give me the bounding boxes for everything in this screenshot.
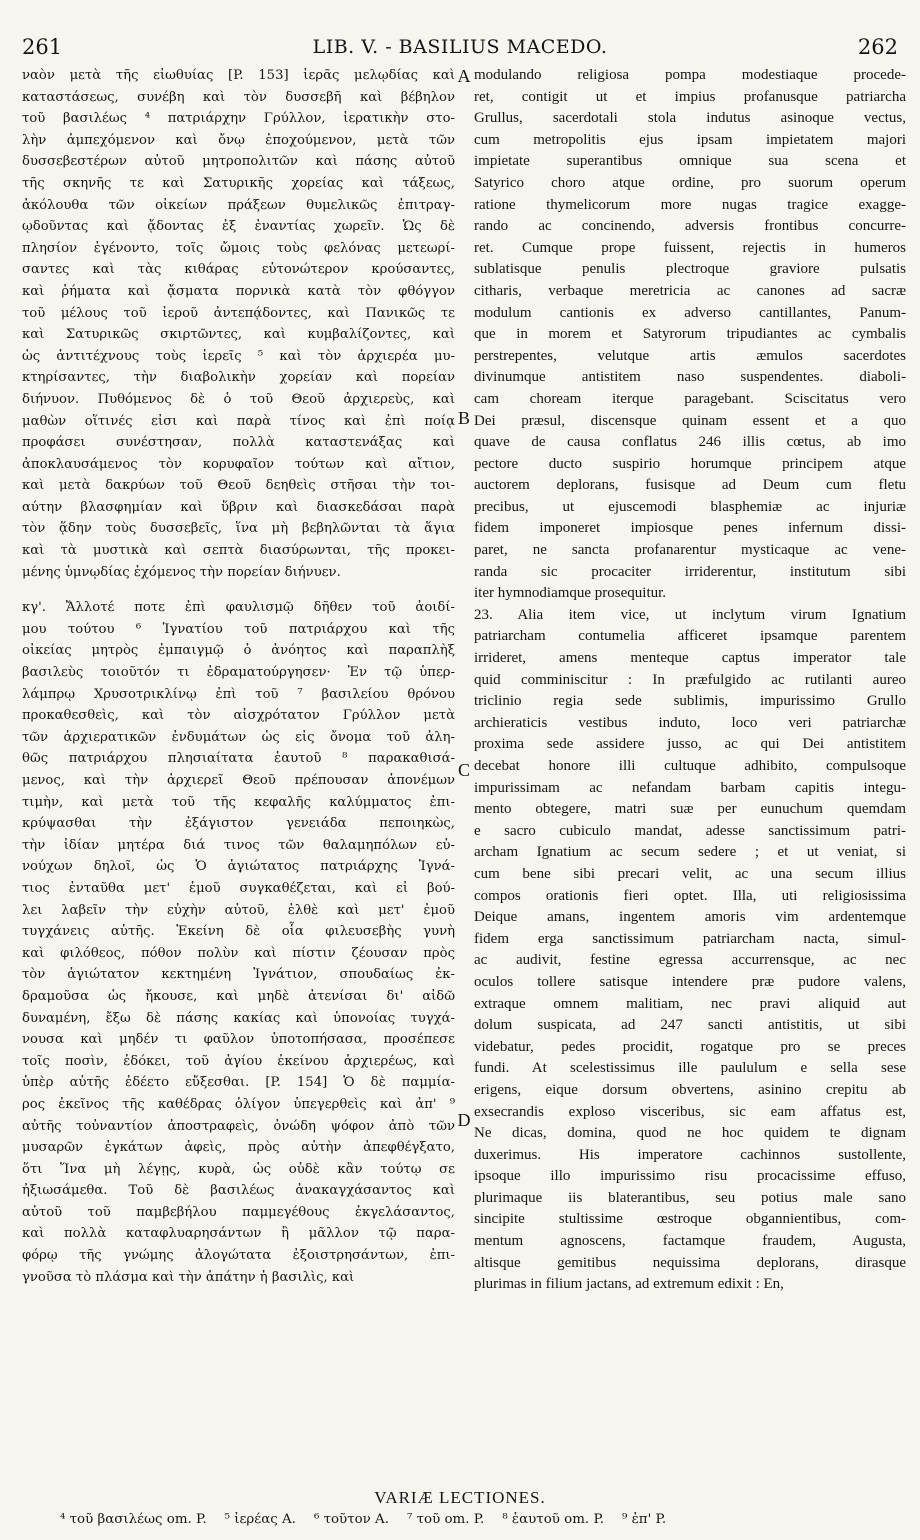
greek-text-line: λὴν ἀμπεχόμενον καὶ ὄνῳ ἐποχούμενον, μετὰ τῶν (22, 132, 455, 148)
greek-text-line: καὶ ῥήματα καὶ ᾄσματα πορνικὰ κατὰ τὸν φθόγγον (22, 283, 455, 299)
latin-text-line: paret, ne sancta profanarentur mysticaque ac vene- (474, 542, 906, 559)
latin-text-line: ret, contigit ut et impius profanusque patriarcha (474, 88, 906, 105)
greek-text-line: νουσα καὶ μηδέν τι φαῦλον ὑποτοπήσασα, προσέπεσε (22, 1032, 455, 1048)
margin-marker-c: C (457, 760, 470, 780)
latin-text-line: archam Ignatium ac secum sedere ; et ut veniat, si (474, 844, 906, 861)
latin-text-line: extraque omnem malitiam, nec pravi aliquid aut (474, 995, 906, 1012)
margin-marker-b: B (457, 408, 470, 428)
greek-text-line: σαντες καὶ τὰς κιθάρας εὐτονώτερον κρούσαντες, (22, 262, 455, 278)
greek-paragraph-1 (22, 65, 455, 583)
latin-text-line: archieraticis vestibus induto, loco veri patriarchæ (474, 714, 906, 731)
latin-text-line: pectore ducto suspirio horumque principem atque (474, 455, 906, 472)
greek-text-line: διήνυον. Πυθόμενος δὲ ὁ τοῦ Θεοῦ ἀρχιερεὺς, καὶ (22, 391, 455, 407)
latin-text-line: dolum suspicata, ad 247 sancti antistitis, ut sibi (474, 1017, 906, 1034)
latin-text-line: cum metropolitis ejus ipsam impietatem majori (474, 131, 906, 148)
greek-text-line: αύτην βλασφημίαν καὶ ὕβριν καὶ διασκεδάσαι παρὰ (22, 499, 455, 515)
latin-text-line: oculos tollere satisque intendere præ pudore valens, (474, 973, 906, 990)
latin-text-line: ret. Cumque prope fuissent, rejectis in humeros (474, 239, 906, 256)
latin-text-line: irrideret, amens menteque captus imperator tale (474, 650, 906, 667)
running-header (22, 30, 898, 64)
greek-text-line: πλησίον ἐγένοντο, τοῖς ὤμοις τοὺς φελόνας μετεωρί- (22, 240, 455, 256)
right-page-number: 262 (857, 35, 898, 59)
latin-text-line: plurimas in filium jactans, ad extremum edixit : En, (474, 1276, 784, 1293)
greek-text-line: κρύψασθαι τὴν ἐξάγιστον γενειάδα πεποιηκὼς, (22, 816, 455, 832)
latin-text-line: erigens, eique dorsum obvertens, asinino crepitu ab (474, 1081, 906, 1098)
latin-paragraph-2 (474, 605, 906, 1296)
greek-text-line: λάμπρῳ Χρυσοτρικλίνῳ ἐπὶ τοῦ ⁷ βασιλείου θρόνου (22, 686, 455, 702)
greek-text-line: οἰκείας μητρὸς ἐμπαιγμῷ ὁ ἀνόητος καὶ παραπλὴξ (22, 643, 455, 659)
greek-paragraph-2 (22, 597, 455, 1288)
greek-text-line: τοῖς ποσὶν, ἐδόκει, τοῦ ἁγίου ἐκείνου ἀρχιερέως, καὶ (22, 1053, 455, 1069)
greek-text-line: προκαθεσθεὶς, καὶ τὸν αἰσχρότατον Γρύλλον μετὰ (22, 708, 455, 724)
latin-text-line: cam choream iterque paragebant. Sciscitatus vero (474, 390, 906, 407)
greek-text-line: βασιλεὺς τοιοῦτόν τι ἐδραματούργησεν· Ἐν τῷ ὑπερ- (22, 665, 455, 681)
greek-text-line: τὸν ᾅδην τοὺς δυσσεβεῖς, ἵνα μὴ βεβηλῶνται τὰ ἅγια (22, 521, 455, 537)
latin-text-line: que in morem et Satyrorum tripudiantes ac cymbalis (474, 326, 906, 343)
greek-text-line: κγ'. Ἄλλοτέ ποτε ἐπὶ φαυλισμῷ δῆθεν τοῦ ἀοιδί- (22, 600, 455, 616)
latin-text-line: patriarcham contumelia afficeret ipsamque parentem (474, 628, 906, 645)
greek-text-line: τοῦ μέλους τοῦ ἱεροῦ ἀντεπᾴδοντες, καὶ Πανικῶς τε (22, 305, 455, 321)
running-title: LIB. V. - BASILIUS MACEDO. (312, 36, 608, 58)
greek-text-line: τοῦ βασιλέως ⁴ πατριάρχην Γρύλλον, ἱερατικὴν στο- (22, 111, 455, 127)
greek-text-line: νούχων δηλοῖ, ὡς Ὁ ἁγιώτατος πατριάρχης Ἰγνά- (22, 859, 455, 875)
latin-text-line: rando ac concinendo, adversis frontibus concurre- (474, 218, 906, 235)
greek-text-line: τιος ἐνταῦθα μετ' ἐμοῦ συγκαθέζεται, καὶ εἰ βού- (22, 880, 455, 896)
latin-text-line: quid comminiscitur : In præfulgido ac rutilanti aureo (474, 671, 906, 688)
greek-text-line: καὶ πολλὰ καταφλυαρησάντων ἢ μᾶλλον τῷ παρα- (22, 1226, 455, 1242)
latin-column (474, 65, 906, 1296)
latin-text-line: cum bene sibi precari velit, ac una secum illius (474, 865, 906, 882)
greek-text-line: μενος, καὶ τὴν ἀρχιερεῖ Θεοῦ πρέπουσαν ἀπονέμων (22, 773, 455, 788)
greek-text-line: τυγχάνεις αὐτῆς. Ἐκείνη δὲ οἷα φιλευσεβὴς γυνὴ (22, 924, 455, 940)
latin-text-line: exsecrandis exploso visceribus, sic eam affatus est, (474, 1103, 906, 1120)
latin-text-line: Dei præsul, discensque quinam essent et a quo (474, 412, 906, 429)
greek-text-line: μαθὼν οἵτινές εἰσι καὶ παρὰ τίνος καὶ ἐπὶ ποίᾳ (22, 413, 455, 429)
greek-text-line: αὐτοῦ τοῦ παμβεβήλου παμμεγέθους ἐκγελάσαντος, (22, 1204, 455, 1220)
greek-text-line: τιμὴν, καὶ μετὰ τοῦ τῆς κεφαλῆς καλύμματος ἐπι- (22, 794, 455, 810)
latin-text-line: impietate superantibus omnique sua scena et (474, 153, 906, 170)
latin-text-line: decebat honore illi cultuque adhibito, compulsoque (474, 758, 906, 774)
latin-text-line: fidem erga sanctissimum patriarcham nacta, simul- (474, 930, 906, 947)
greek-text-line: ὡς ἀντιτέχνους τοὺς ἱερεῖς ⁵ καὶ τὸν ἀρχιερέα μυ- (22, 348, 455, 364)
greek-text-line: δραμοῦσα ὡς ἤκουσε, καὶ μηδὲ ἀτενίσαι δι' αἰδῶ (22, 988, 455, 1004)
variant-reading: ⁹ ἐπ' P. (622, 1512, 667, 1527)
greek-text-line: τῶν ἀρχιερατικῶν ἐνδυμάτων ὡς εἰς ὄνομα τοῦ ἀλη- (22, 729, 455, 745)
greek-text-line: ἀποκλαυσάμενος τὸν κορυφαῖον τούτων καὶ αἴτιον, (22, 456, 455, 472)
latin-text-line: triclinio regia sede sublimis, impurissimo Grullo (474, 693, 906, 710)
latin-text-line: fidem imponeret impiosque penes infernum dissi- (474, 520, 906, 537)
latin-text-line: e sacro cubiculo mandat, adesse sanctissimum patri- (474, 822, 906, 839)
latin-text-line: fundi. At scelestissimus ille paululum e sella sese (474, 1060, 906, 1077)
greek-text-line: μυσαρῶν ἐγκάτων ἀφεὶς, πρὸς αὐτὴν ἀπεφθέγξατο, (22, 1140, 455, 1156)
greek-text-line: ὑπὲρ αὐτῆς ἐδέετο εὔξεσθαι. [P. 154] Ὁ δὲ παμμία- (22, 1075, 455, 1091)
variant-reading: ⁴ τοῦ βασιλέως om. P. (60, 1512, 207, 1527)
greek-text-line: αὐτῆς τοὐναντίον ἀποστραφεὶς, ὀνώδη ψόφον ἀπὸ τῶν (22, 1118, 455, 1134)
greek-text-line: καὶ μετὰ δακρύων τοῦ Θεοῦ δεηθεὶς στῆσαι τὴν τοι- (22, 478, 455, 494)
variae-lectiones-heading: VARIÆ LECTIONES. (374, 1488, 546, 1507)
latin-text-line: quave de causa conflatus 246 illis cœtus, ab imo (474, 434, 906, 451)
latin-text-line: proxima sede assidere jusso, ac qui Dei antistitem (474, 736, 906, 753)
greek-text-line: ῳδοῦντας καὶ ᾄδοντας ἐξ ἐναντίας χωρεῖν. Ὡς δὲ (22, 219, 455, 235)
variant-reading: ⁶ τοῦτον A. (313, 1512, 389, 1527)
variant-reading: ⁵ ἱερέας A. (224, 1512, 296, 1527)
latin-text-line: perstrepentes, velutque artis æmulos sacerdotes (474, 347, 906, 364)
variant-reading: ⁷ τοῦ om. P. (406, 1512, 485, 1527)
latin-text-line: sincipite stultissime œstroque obgannientibus, com- (474, 1211, 906, 1228)
greek-text-line: προφάσει συνέστησαν, πολλὰ καταστενάξας καὶ (22, 435, 455, 451)
latin-text-line: Ne dicas, domina, quod ne hoc quidem te dignam (474, 1125, 906, 1142)
greek-text-line: δυναμένη, ἔξω δὲ πάσης κακίας καὶ ὑπονοίας τυγχά- (22, 1010, 455, 1026)
greek-text-line: ρος ἐκεῖνος τῆς καθέδρας ὀλίγον ὑπεγερθεὶς καὶ ἀπ' ⁹ (22, 1096, 455, 1112)
greek-text-line: ὅτι Ἵνα μὴ λέγῃς, κυρὰ, ὡς οὐδὲ κἂν τούτῳ σε (22, 1161, 455, 1177)
variant-reading: ⁸ ἑαυτοῦ om. P. (502, 1512, 604, 1527)
greek-text-line: γνοῦσα τὸ πλάσμα καὶ τὴν ἀπάτην ἡ βασιλὶς, καὶ (22, 1269, 355, 1285)
greek-text-line: δυσσεβεστέρων αὐτοῦ μητροπολιτῶν καὶ πάσης αὐτοῦ (22, 154, 455, 170)
latin-text-line: duxerimus. His imperatore cachinnos sustollente, (474, 1146, 906, 1163)
greek-text-line: λει λαβεῖν τὴν εὐχὴν αὐτοῦ, ἐλθὲ καὶ μετ' ἐμοῦ (22, 902, 455, 918)
margin-marker-a: A (457, 66, 471, 86)
greek-text-line: φόρῳ τῆς γνώμης ἀλογώτατα ἐξοιστρησάντων, ἐπι- (22, 1248, 455, 1264)
latin-text-line: modulum cantionis ex adverso cantillantes, Panum- (474, 304, 906, 321)
latin-text-line: plurimaque iis blaterantibus, seu potius male sano (474, 1189, 906, 1206)
greek-text-line: θῶς πατριάρχου πλησιαίτατα ἑαυτοῦ ⁸ παρακαθισά- (22, 751, 455, 767)
greek-text-line: καὶ Σατυρικῶς σκιρτῶντες, καὶ κυμβαλίζοντες, καὶ (22, 327, 455, 343)
greek-text-line: καὶ τὰ μυστικὰ καὶ σεπτὰ διασύρωνται, τῆς προκει- (22, 543, 455, 559)
latin-text-line: 23. Alia item vice, ut inclytum virum Ignatium (474, 606, 906, 623)
latin-text-line: Satyrico choro atque ordine, pro suorum operum (474, 174, 906, 191)
greek-text-line: τὴν ἰδίαν μητέρα διά τινος τῶν θαλαμηπόλων εὐ- (22, 837, 455, 853)
latin-text-line: compos orationis fieri optet. Illa, uti religiosissima (474, 887, 906, 904)
variant-readings (60, 1512, 910, 1527)
latin-text-line: ipsoque illo impurissimo risu procacissime effuso, (474, 1168, 906, 1185)
margin-marker-d: D (457, 1110, 471, 1130)
latin-paragraph-1 (474, 65, 906, 605)
greek-text-line: καὶ φιλόθεος, πόθον πολὺν καὶ πίστιν ζέουσαν πρὸς (22, 945, 455, 961)
latin-text-line: randa sic procaciter irriderentur, institutum sibi (474, 563, 906, 580)
latin-text-line: mento obtegere, matri suæ per eunuchum quemdam (474, 801, 906, 818)
latin-text-line: citharis, verbaque meretricia ac canones ad sacræ (474, 282, 906, 299)
greek-text-line: κτηρίσαντες, τὴν διαβολικὴν χορείαν καὶ πορείαν (22, 370, 455, 386)
greek-text-line: τῆς σκηνῆς τε καὶ Σατυρικῆς χορείας καὶ τάξεως, (22, 175, 455, 191)
latin-text-line: altisque gemitibus nequissima deplorans, dirasque (474, 1254, 906, 1271)
greek-text-line: μου τούτου ⁶ Ἰγνατίου τοῦ πατριάρχου καὶ τῆς (22, 621, 455, 637)
latin-text-line: modulando religiosa pompa modestiaque procede- (474, 67, 906, 83)
greek-text-line: τὸν ἁγιώτατον κεκτημένη Ἰγνάτιον, σπουδαίως ἐκ- (22, 967, 455, 983)
greek-text-line: ναὸν μετὰ τῆς εἰωθυίας [P. 153] ἱερᾶς μελῳδίας καὶ (22, 68, 455, 83)
left-page-number: 261 (22, 35, 63, 59)
greek-text-line: καταστάσεως, συνέβη καὶ τὸν δυσσεβῆ καὶ βέβηλον (22, 89, 455, 105)
latin-text-line: divinumque antistitem naso suspendentes. diaboli- (474, 369, 906, 386)
latin-text-line: impurissimam ac nefandam barbam capitis integu- (474, 779, 906, 796)
greek-text-line: ἀκόλουθα τῶν οἰκείων πράξεων θυμελικῶς ἐπιτραγ- (22, 197, 455, 213)
latin-text-line: ratione thymelicorum more nugas tragice exagge- (474, 196, 906, 213)
latin-text-line: auctorem deplorans, fusisque ad Deum cum fletu (474, 477, 906, 494)
latin-text-line: Deique amans, ingentem amoris vim ardentemque (474, 909, 906, 926)
latin-text-line: videbatur, pedes procidit, rogatque pro se preces (474, 1038, 906, 1055)
latin-text-line: ac audivit, festine egressa accurrensque, ac nec (474, 952, 906, 969)
latin-text-line: sublatisque penulis plectroque graviore pulsatis (474, 261, 906, 278)
greek-text-line: μένης ὑμνῳδίας ἐχόμενος τὴν πορείαν διήνυεν. (22, 564, 341, 580)
latin-text-line: iter hymnodiamque prosequitur. (474, 585, 667, 602)
latin-text-line: precibus, ut ejuscemodi blasphemiæ ac injuriæ (474, 498, 906, 515)
greek-text-line: ἠξιωσάμεθα. Τοῦ δὲ βασιλέως ἀνακαγχάσαντος καὶ (22, 1183, 455, 1199)
latin-text-line: mentum agnoscens, factamque fraudem, Augusta, (474, 1233, 906, 1250)
latin-text-line: Grullus, sacerdotali stola indutus asinoque vectus, (474, 110, 906, 127)
greek-column (22, 65, 455, 1288)
